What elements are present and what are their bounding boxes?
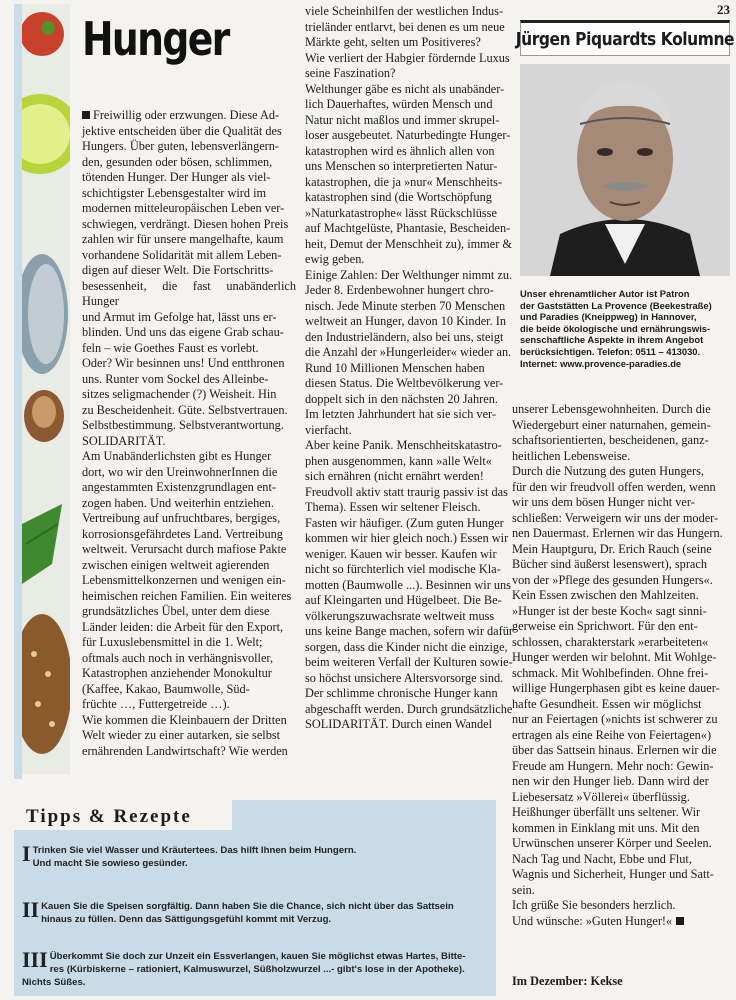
column-2-line [305,97,515,113]
column-1-line-text: Oder? Wir besinnen uns! Und entthronen [82,356,285,370]
column-3-line-text: Kein Essen zwischen den Mahlzeiten. [512,588,699,602]
column-2-line [305,128,515,144]
column-1-line [82,713,296,729]
column-2-line [305,66,515,82]
column-3-line [512,557,726,573]
column-3-line-text: schlossen, charakterstark »erarbeiteten« [512,634,709,649]
column-3-line [512,418,726,434]
column-1-line [82,744,296,760]
column-2-line [305,438,515,454]
column-1-line-text: heimischen reichen Familien. Ein weiteres [82,588,292,603]
column-1-line-text: den, gesunden oder bösen, schlimmen, [82,154,273,169]
column-1-line [82,201,296,217]
column-2-line-text: weniger. Kauen wir besser. Kaufen wir [305,546,497,561]
column-3-line [512,883,726,899]
column-2-line [305,717,515,733]
column-1-line-text: und Armut im Gefolge hat, lässt uns er- [82,309,277,324]
column-2-line [305,252,515,268]
column-1-line-text: ernährenden Landwirtschaft? Wie werden [82,743,288,758]
column-2-line [305,609,515,625]
column-3-line-text: schließen: Verweigern wir uns der moder- [512,510,719,525]
column-2 [305,4,515,733]
column-1-line [82,341,296,357]
food-illustration [22,4,70,774]
column-2-line-text: auf Machtgelüste, Phantasie, Bescheiden- [305,221,511,235]
column-2-line-text: uns Menschen so interpretierten Natur- [305,159,498,173]
column-2-line [305,361,515,377]
column-1-line [82,403,296,419]
column-3-line [512,573,726,589]
column-2-line-text: Welthunger gäbe es nicht als unabänder- [305,81,505,96]
column-2-line [305,314,515,330]
column-3-line [512,542,726,558]
column-1-line-text: Welt wieder zu einer autarken, sie selbst [82,728,281,742]
column-1-line [82,651,296,667]
column-1-line-text: angestammten Existenzgrundlagen ent- [82,480,276,494]
column-2-line [305,299,515,315]
column-1-line-text: weltweit. Verursacht durch mafiose Pakte [82,542,287,556]
column-2-line [305,547,515,563]
column-2-line [305,392,515,408]
column-3-line [512,449,726,465]
column-3-line [512,836,726,852]
column-2-line [305,593,515,609]
column-3-line-text: gerweise ein Sprichwort. Für den ent- [512,619,698,633]
column-2-line-text: motten (Baumwolle ...). Besinnen wir uns [305,577,511,592]
column-2-line-text: »Naturkatastrophe« lässt Rückschlüsse [305,205,497,220]
column-2-line [305,423,515,439]
column-2-line-text: trieländer entlarvt, bei denen es um neue [305,19,505,34]
column-2-line-text: uns keine Bange machen, sofern wir dafür [305,624,513,638]
caption-line: berücksichtigen. Telefon: 0511 – 413030. [520,345,701,357]
column-3-line [512,526,726,542]
column-1-line-text: sitzes seligmachender (?) Weisheit. Hin [82,387,277,401]
column-3-line [512,697,726,713]
page-number: 23 [717,2,730,17]
column-2-line-text: doppelt sich in den nächsten 20 Jahren. [305,391,498,406]
column-1-line-text: uns. Runter vom Sockel des Alleinbe- [82,371,269,386]
column-2-line [305,485,515,501]
column-1-line [82,496,296,512]
column-2-line-text: Natur nicht maßlos und immer skrupel- [305,112,500,127]
column-2-line [305,268,515,284]
column-3-line-text: Wagnis und Sicherheit, Hunger und Satt- [512,867,714,881]
tip-line: Trinken Sie viel Wasser und Kräutertees. Das hilft Ihnen beim Hungern. [32,845,357,856]
column-2-line [305,407,515,423]
column-2-line [305,671,515,687]
column-2-line-text: Wie verliert der Habgier fördernde Luxus [305,50,510,65]
column-3-line-text: Ich grüße Sie besonders herzlich. [512,898,676,912]
column-2-line [305,640,515,656]
column-1-line-text: korrosionsgefährdetes Land. Vertreibung [82,526,283,541]
column-2-line [305,702,515,718]
column-2-line-text: sorgen, dass die Kinder nicht die einzige, [305,639,508,654]
column-1-line [82,449,296,465]
column-2-line-text: katastrophen wird es ähnlich allen von [305,143,495,158]
column-3-line [512,743,726,759]
column-1-line-text: Am Unabänderlichsten gibt es Hunger [82,449,272,463]
column-2-line-text: seine Faszination? [305,66,396,80]
column-1-line-text: Katastrophen anziehender Monokultur [82,666,272,680]
column-1-line-text: digen auf dieser Welt. Die Fortschritts- [82,263,274,277]
column-1-line [82,682,296,698]
tip-line: Kauen Sie die Speisen sorgfältig. Dann haben Sie die Chance, sich nicht über das Sattsein [41,901,454,912]
tip-line: hinaus zu füllen. Denn das Sättigungsgefühl kommt mit Verzug. [41,914,332,925]
column-2-line-text: Rund 10 Millionen Menschen haben [305,360,485,375]
column-2-line [305,345,515,361]
column-3-line [512,852,726,868]
column-3-line-text: Bücher sind äußerst lesenswert), sprach [512,557,707,571]
column-1 [82,108,296,759]
column-1-line-text: vorhandene Solidarität mit allem Leben- [82,247,282,262]
column-1-line [82,387,296,403]
column-2-line [305,330,515,346]
column-2-line [305,531,515,547]
column-2-line [305,454,515,470]
column-1-line-text: feln – wie Goethes Faust es vorlebt. [82,340,259,355]
column-1-line [82,325,296,341]
kolumne-header [515,20,735,282]
column-1-line [82,248,296,264]
column-1-line-text: Hungers. Über guten, lebensverlängern- [82,139,280,153]
column-1-line-text: Vertreibung auf unfruchtbares, bergiges, [82,511,281,525]
column-1-line-text: SOLIDARITÄT. [82,433,166,448]
column-3-line [512,511,726,527]
column-3-line [512,480,726,496]
column-1-line-text: für Luxuslebensmittel in die 1. Welt; [82,635,263,649]
column-3-line [512,619,726,635]
column-2-line-text: den Industrieländern, also bei uns, steigt [305,329,504,344]
column-3-line-text: heitlichen Lebensweise. [512,448,631,463]
column-1-line-text: dort, wo wir den UreinwohnerInnen die [82,464,278,479]
column-3-line [512,774,726,790]
column-2-line [305,500,515,516]
tip-item [22,841,490,870]
column-3-line [512,867,726,883]
column-2-line [305,516,515,532]
column-2-line-text: Im letzten Jahrhundert hat sie sich ver- [305,407,496,421]
column-1-line [82,589,296,605]
caption-line: und Paradies (Kneippweg) in Hannover, [520,311,697,323]
column-2-line-text: Fasten wir häufiger. (Zum guten Hunger [305,515,504,530]
column-2-line [305,4,515,20]
column-2-line [305,221,515,237]
column-1-line-text: jektive entscheiden über die Qualität des [82,123,282,138]
column-3-line [512,821,726,837]
column-3-line [512,712,726,728]
column-3-line-text: Heißhunger überfällt uns seltener. Wir [512,805,701,819]
tip-item [22,897,490,926]
column-3-line [512,728,726,744]
column-2-line-text: katastrophen, die ja »nur« Menschheits- [305,174,503,189]
column-1-line-text: Wie kommen die Kleinbauern der Dritten [82,712,287,727]
column-3-line-text: »Hunger ist der beste Koch« sagt sinni- [512,603,707,618]
column-1-line [82,604,296,620]
column-1-line [82,635,296,651]
column-3-line-text: von der »Pflege des gesunden Hungers«. [512,572,713,587]
column-1-line [82,232,296,248]
column-1-line [82,542,296,558]
column-3-line-text: über das Sattsein hinaus. Erlernen wir die [512,743,717,757]
column-3-line-text: nen wir den Hunger lieb. Dann wird der [512,774,709,788]
column-3-line [512,650,726,666]
column-3-line-text: nen Dauermast. Erlernen wir das Hungern. [512,526,723,540]
tip-line: Nichts Süßes. [22,977,86,988]
column-2-line-text: Der schlimme chronische Hunger kann [305,686,498,700]
column-1-line [82,217,296,233]
tip-item [22,947,490,989]
column-1-line [82,310,296,326]
column-1-line-text: schwiegen, verdrängt. Diesen hohen Preis [82,216,289,231]
column-2-line-text: Einige Zahlen: Der Welthunger nimmt zu. [305,267,513,282]
column-2-line-text: völkerungszuwachsrate weltweit muss [305,608,495,623]
column-3-line-text: Liebesersatz »Völlerei« überflüssig. [512,789,690,804]
column-3-line-text: Und wünsche: »Guten Hunger!« [512,913,673,928]
column-2-line-text: Märkte geht, selten um Positiveres? [305,35,481,49]
article-headline: Hunger [82,12,229,66]
kolumne-title: Jürgen Piquardts Kolumne [520,20,730,56]
column-1-line [82,511,296,527]
column-2-line-text: SOLIDARITÄT. Durch einen Wandel [305,717,493,731]
column-1-line-text: zu Bescheidenheit. Güte. Selbstvertrauen. [82,402,288,417]
column-3-line-text: Durch die Nutzung des guten Hungers, [512,464,704,478]
column-1-line-text: Länder leiden: die Arbeit für den Export, [82,619,284,634]
column-3-line [512,898,726,914]
column-2-line [305,469,515,485]
tip-line: Und macht Sie sowieso gesünder. [32,858,188,869]
column-3-line [512,790,726,806]
column-3-line-text: schmack. Mit Wohlbefinden. Ohne frei- [512,665,709,680]
column-1-line [82,139,296,155]
column-3 [512,402,726,929]
column-2-line [305,376,515,392]
column-3-line [512,495,726,511]
column-2-line-text: ewig geben. [305,252,365,266]
column-1-line [82,279,296,310]
column-1-line [82,728,296,744]
column-1-line-text: blinden. Und uns das eigene Grab schau- [82,325,284,339]
column-1-line-text: (Kaffee, Kakao, Baumwolle, Süd- [82,681,250,696]
column-3-line [512,914,726,930]
column-3-line-text: Freude am Hungern. Mehr noch: Gewin- [512,758,714,773]
column-1-line [82,170,296,186]
column-3-line-text: Mein Hauptguru, Dr. Erich Rauch (seine [512,541,712,556]
column-1-line [82,573,296,589]
column-1-line-text: Lebensmittelkonzernen und wenigen ein- [82,573,286,587]
column-3-line-text: wir uns dem bösen Hunger nicht ver- [512,495,695,509]
column-2-line [305,206,515,222]
column-2-line [305,655,515,671]
column-2-line [305,35,515,51]
column-1-line [82,465,296,481]
column-3-line-text: Urwünschen unserer Körper und Seelen. [512,836,712,850]
column-1-line [82,697,296,713]
column-1-line [82,124,296,140]
caption-line: senschaftliche Aspekte in ihrem Angebot [520,334,704,346]
column-3-line [512,604,726,620]
column-2-line [305,51,515,67]
column-1-line [82,418,296,434]
column-1-line-text: grundsätzliches Übel, unter dem diese [82,604,270,618]
column-3-line-text: schaftsorientierten, bescheidenen, ganz- [512,433,709,447]
author-caption [520,288,732,369]
column-1-line [82,263,296,279]
column-2-line [305,190,515,206]
column-2-line [305,283,515,299]
column-1-line-text: zogen haben. Und weiterhin entziehen. [82,495,274,510]
column-2-line [305,686,515,702]
column-2-line-text: lich Dauerhaftes, würden Mensch und [305,97,493,111]
column-2-line-text: die Anzahl der »Hungerleider« wieder an. [305,345,512,359]
column-2-line [305,82,515,98]
column-3-line-text: nur an Feiertagen (»nichts ist schwerer zu [512,712,718,726]
column-1-line [82,434,296,450]
column-3-line-text: Wiedergeburt einer naturnahen, gemein- [512,417,711,432]
column-1-line [82,620,296,636]
column-2-line-text: phen ausgenommen, kann »alle Welt« [305,453,492,468]
tipps-title: Tipps & Rezepte [26,806,192,827]
column-2-line-text: vierfacht. [305,422,352,437]
column-1-line [82,356,296,372]
column-1-line [82,155,296,171]
column-3-line [512,588,726,604]
column-1-line-text: zwischen einigen weltweit agierenden [82,557,270,572]
column-1-line [82,186,296,202]
column-1-line-text: schichtigster Lebensgestalter wird im [82,185,267,200]
tip-line: res (Kürbiskerne – rationiert, Kalmuswurzel, Süßholzwurzel ...- gibt's lose in der Apotheke). [49,964,465,975]
column-2-line [305,562,515,578]
column-1-line-text: früchte …, Futtergetreide …). [82,697,230,711]
column-3-line [512,635,726,651]
column-3-line-text: ertragen als eine Reihe von Feiertagen«) [512,727,712,742]
tip-numeral: II [22,897,40,922]
column-2-line [305,113,515,129]
column-3-line [512,464,726,480]
column-1-line [82,558,296,574]
column-2-line-text: heit, Demut der Menschheit zu), immer & [305,236,512,251]
column-2-line-text: nicht so fürchterlich viel modische Kla- [305,562,501,576]
caption-line: der Gaststätten La Provence (Beekestraße) [520,299,712,311]
column-1-line [82,666,296,682]
column-2-line [305,144,515,160]
column-1-line [82,108,296,124]
caption-line: die beide ökologische und ernährungswis- [520,322,711,334]
column-2-line-text: sich ernähren (nicht ernährt werden! [305,469,484,483]
column-3-line [512,433,726,449]
column-2-line-text: Jeder 8. Erdenbewohner hungert chro- [305,283,494,297]
column-1-line [82,372,296,388]
column-1-line [82,527,296,543]
column-2-line-text: nisch. Jede Minute sterben 70 Menschen [305,298,506,313]
tip-numeral: I [22,841,31,866]
column-2-line-text: beim weiteren Verfall der Kulturen sowie- [305,655,513,669]
column-1-line-text: Selbstbestimmung. Selbstverantwortung. [82,418,284,432]
column-2-line [305,175,515,191]
column-3-line-text: kommen in Einklang mit uns. Mit den [512,820,700,835]
column-3-line-text: willige Hungerphasen gibt es keine dauer- [512,681,720,695]
column-2-line-text: viele Scheinhilfen der westlichen Indus- [305,4,504,18]
column-1-line-text: tötenden Hunger. Der Hunger als viel- [82,170,271,184]
column-2-line [305,624,515,640]
column-3-line-text: für den wir freudvoll offen werden, wenn [512,479,716,494]
paragraph-square-icon [82,111,90,119]
column-2-line [305,159,515,175]
column-2-line-text: Freudvoll aktiv statt traurig passiv ist das [305,484,508,499]
column-2-line-text: weltweit an Hunger, davon 10 Kinder. In [305,314,506,328]
column-2-line [305,237,515,253]
column-3-line-text: Nach Tag und Nacht, Ebbe und Flut, [512,851,692,866]
column-3-line [512,402,726,418]
column-3-line-text: unserer Lebensgewohnheiten. Durch die [512,402,711,416]
tipps-box [14,800,496,996]
column-1-line-text: besessenheit, die fast unabänderlich Hunger [82,278,296,308]
author-portrait [520,64,730,276]
column-2-line-text: abgeschafft werden. Durch grundsätzliche [305,701,513,716]
column-3-line-text: hafte Gesundheit. Essen wir möglichst [512,696,702,711]
column-2-line-text: loser ausgebeutet. Naturbedingte Hunger- [305,128,511,142]
tip-line: Überkommt Sie doch zur Unzeit ein Essverlangen, kauen Sie möglichst etwas Hartes, Bitte- [49,951,466,962]
column-3-line-text: Hunger werden wir belohnt. Mit Wohlge- [512,650,717,664]
column-2-line-text: diesen Status. Die Weltbevölkerung ver- [305,376,504,390]
next-issue-note: Im Dezember: Kekse [512,974,623,988]
column-1-line-text: Freiwillig oder erzwungen. Diese Ad- [93,108,280,122]
column-3-line [512,681,726,697]
column-1-line-text: oftmals auch noch in verhängnisvoller, [82,650,274,665]
column-3-line-text: sein. [512,882,535,897]
column-2-line [305,20,515,36]
column-2-line-text: so höchst unsichere Altersvorsorge sind. [305,670,504,685]
caption-line: Internet: www.provence-paradies.de [520,357,682,369]
column-2-line-text: kommen wir hier gleich noch.) Essen wir [305,531,509,545]
column-2-line-text: auf Kleingarten und Hügelbeet. Die Be- [305,593,502,607]
decorative-rule [14,4,22,779]
column-1-line-text: zahlen wir für unsere mangelhafte, kaum [82,232,284,246]
column-2-line [305,578,515,594]
column-3-line [512,666,726,682]
end-square-icon [676,917,684,925]
column-3-line [512,759,726,775]
tip-numeral: III [22,947,48,972]
column-1-line [82,480,296,496]
column-2-line-text: Thema). Essen wir seltener Fleisch. [305,500,481,514]
column-3-line [512,805,726,821]
caption-line: Unser ehrenamtlicher Autor ist Patron [520,288,690,299]
column-2-line-text: Aber keine Panik. Menschheitskatastro- [305,438,502,452]
column-2-line-text: katastrophen sind (die Wortschöpfung [305,190,492,204]
column-1-line-text: modernen mitteleuropäischen Leben ver- [82,201,285,215]
